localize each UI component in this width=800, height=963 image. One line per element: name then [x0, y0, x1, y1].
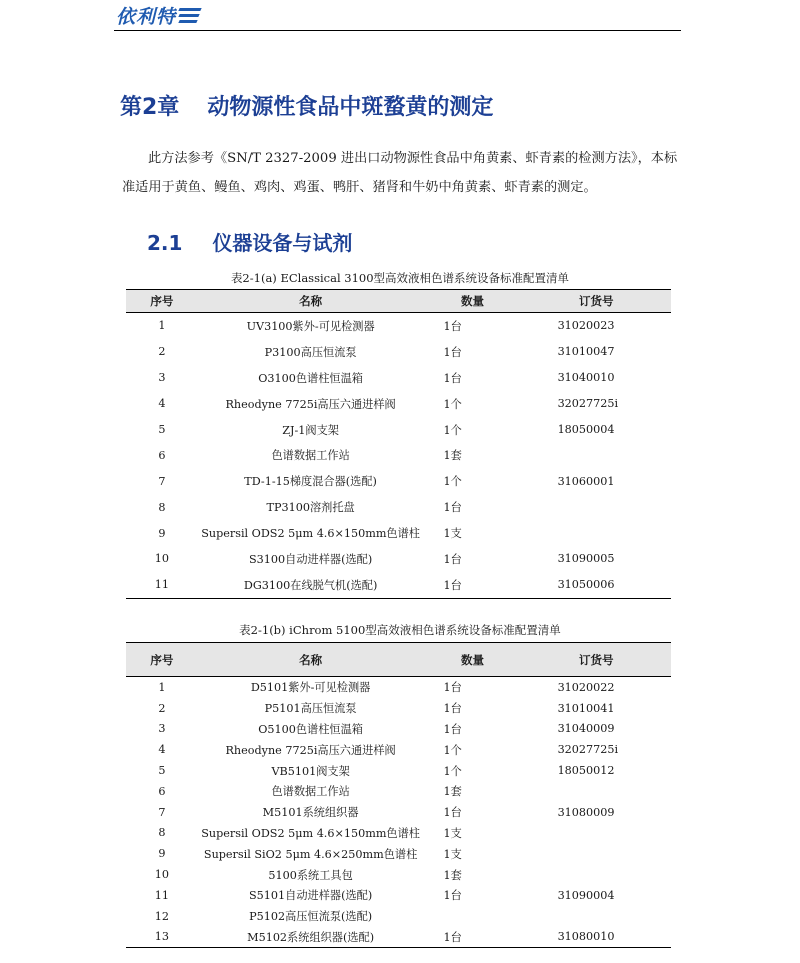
table-row [126, 864, 671, 885]
quantity: 1支 [443, 826, 462, 840]
item-name: TP3100溶剂托盘 [266, 501, 355, 515]
table-row [126, 572, 671, 598]
row-index: 10 [154, 868, 169, 882]
row-index: 4 [158, 397, 166, 411]
row-index: 7 [158, 805, 166, 819]
quantity: 1支 [443, 847, 462, 861]
order-number [522, 442, 671, 468]
table2-caption: 表2-1(b) iChrom 5100型高效液相色谱系统设备标准配置清单 [239, 623, 561, 637]
table-row [126, 906, 671, 927]
order-number [522, 494, 671, 520]
item-name: M5102系统组织器(选配) [198, 927, 424, 948]
table-row [126, 442, 671, 468]
item-name: 5100系统工具包 [268, 868, 353, 882]
order-number: 32027725i [557, 743, 619, 757]
item-name: S3100自动进样器(选配) [249, 552, 373, 566]
table2-header-row [126, 643, 671, 677]
table-row [126, 339, 671, 365]
order-number: 31090004 [557, 888, 615, 902]
chapter-heading [120, 90, 493, 121]
table-row [126, 823, 671, 844]
order-number [522, 843, 671, 864]
item-name: P3100高压恒流泵 [264, 345, 357, 359]
header-cell: 序号 [126, 290, 198, 313]
row-index: 11 [154, 888, 169, 902]
chapter-number: 第2章 [120, 95, 180, 120]
table-row [126, 677, 671, 698]
table-row [126, 391, 671, 417]
item-name: Supersil ODS2 5μm 4.6×150mm色谱柱 [201, 826, 420, 840]
row-index: 12 [154, 909, 169, 923]
quantity: 1台 [443, 681, 462, 695]
order-number: 18050012 [557, 764, 615, 778]
quantity: 1套 [443, 449, 462, 463]
table-row [126, 468, 671, 494]
row-index: 6 [158, 448, 166, 462]
table-row [126, 417, 671, 443]
row-index: 5 [158, 764, 166, 778]
quantity: 1台 [443, 371, 462, 385]
item-name: O5100色谱柱恒温箱 [258, 722, 363, 736]
row-index: 2 [158, 345, 166, 359]
logo-stripes-icon [179, 5, 203, 25]
order-number: 31080009 [557, 805, 615, 819]
header-cell: 订货号 [522, 643, 671, 677]
section-heading [147, 227, 352, 256]
order-number [522, 864, 671, 885]
table-row [126, 760, 671, 781]
row-index: 10 [154, 552, 169, 566]
header-cell: 名称 [198, 643, 424, 677]
order-number: 31050006 [522, 572, 671, 598]
order-number: 32027725i [557, 397, 619, 411]
quantity: 1支 [443, 527, 462, 541]
table-row [126, 719, 671, 740]
table-row [126, 739, 671, 760]
order-number: 31020023 [557, 319, 615, 333]
row-index: 8 [158, 826, 166, 840]
item-name: 色谱数据工作站 [271, 785, 350, 799]
quantity: 1台 [443, 806, 462, 820]
table-row [126, 313, 671, 339]
quantity: 1台 [443, 552, 462, 566]
row-index: 3 [158, 722, 166, 736]
item-name: Supersil ODS2 5μm 4.6×150mm色谱柱 [201, 527, 420, 541]
row-index: 4 [158, 743, 166, 757]
quantity: 1台 [443, 501, 462, 515]
intro-paragraph: 此方法参考《SN/T 2327-2009 进出口动物源性食品中角黄素、虾青素的检测方法》，本标准适用于黄鱼、鳗鱼、鸡肉、鸡蛋、鸭肝、猪肾和牛奶中角黄素、虾青素的测定。 [122, 151, 678, 195]
header-cell: 名称 [198, 290, 424, 313]
header-cell: 序号 [126, 643, 198, 677]
item-name: DG3100在线脱气机(选配) [198, 572, 424, 598]
row-index: 11 [126, 572, 198, 598]
row-index: 9 [158, 526, 166, 540]
company-logo [116, 3, 203, 27]
quantity [423, 906, 521, 927]
item-name: Rheodyne 7725i高压六通进样阀 [225, 743, 396, 757]
order-number: 31090005 [557, 552, 615, 566]
item-name: TD-1-15梯度混合器(选配) [244, 475, 377, 489]
quantity: 1个 [443, 397, 462, 411]
item-name: S5101自动进样器(选配) [249, 889, 373, 903]
table-row [126, 781, 671, 802]
table-row [126, 365, 671, 391]
header-cell: 数量 [423, 290, 521, 313]
item-name: UV3100紫外-可见检测器 [246, 319, 375, 333]
quantity: 1台 [443, 702, 462, 716]
quantity: 1个 [443, 475, 462, 489]
item-name: M5101系统组织器 [262, 806, 359, 820]
section-title: 仪器设备与试剂 [212, 231, 353, 255]
order-number [522, 823, 671, 844]
page-header [0, 0, 800, 32]
table-row [126, 802, 671, 823]
item-name: P5102高压恒流泵(选配) [249, 910, 373, 924]
item-name: O3100色谱柱恒温箱 [258, 371, 363, 385]
table-row [126, 698, 671, 719]
quantity: 1台 [443, 889, 462, 903]
table1-header-row [126, 290, 671, 313]
item-name: VB5101阀支架 [271, 764, 350, 778]
quantity: 1台 [443, 722, 462, 736]
table-row [126, 843, 671, 864]
order-number: 31040010 [557, 371, 615, 385]
quantity: 1个 [443, 423, 462, 437]
order-number: 31080010 [522, 927, 671, 948]
table1 [126, 289, 671, 599]
item-name: ZJ-1阀支架 [282, 423, 339, 437]
table-row [126, 546, 671, 572]
row-index: 2 [158, 701, 166, 715]
item-name: Rheodyne 7725i高压六通进样阀 [225, 397, 396, 411]
table-row [126, 494, 671, 520]
order-number [522, 520, 671, 546]
logo-text: 依利特 [116, 5, 177, 28]
quantity: 1台 [423, 927, 521, 948]
chapter-title: 动物源性食品中斑蝥黄的测定 [207, 95, 494, 120]
row-index: 9 [158, 847, 166, 861]
item-name: P5101高压恒流泵 [264, 702, 357, 716]
item-name: Supersil SiO2 5μm 4.6×250mm色谱柱 [203, 847, 418, 861]
order-number: 31010047 [557, 345, 615, 359]
order-number: 31060001 [557, 474, 615, 488]
table-row [126, 885, 671, 906]
row-index: 7 [158, 474, 166, 488]
header-rule [114, 30, 681, 31]
row-index: 1 [158, 319, 166, 333]
order-number [522, 906, 671, 927]
quantity: 1套 [443, 868, 462, 882]
section-number: 2.1 [147, 231, 183, 255]
row-index: 8 [158, 500, 166, 514]
row-index: 1 [158, 680, 166, 694]
order-number: 18050004 [557, 423, 615, 436]
quantity: 1个 [443, 764, 462, 778]
table-row [126, 927, 671, 948]
order-number: 31010041 [557, 701, 615, 715]
order-number [522, 781, 671, 802]
row-index: 5 [158, 423, 166, 436]
quantity: 1套 [443, 785, 462, 799]
quantity: 1台 [423, 572, 521, 598]
quantity: 1个 [443, 743, 462, 757]
order-number: 31040009 [557, 722, 615, 736]
item-name: D5101紫外-可见检测器 [250, 681, 371, 695]
quantity: 1台 [443, 345, 462, 359]
item-name: 色谱数据工作站 [271, 449, 350, 463]
order-number: 31020022 [557, 680, 615, 694]
table1-caption: 表2-1(a) EClassical 3100型高效液相色谱系统设备标准配置清单 [230, 271, 570, 285]
table2 [126, 642, 671, 948]
quantity: 1台 [443, 319, 462, 333]
header-cell: 数量 [423, 643, 521, 677]
table-row [126, 520, 671, 546]
header-cell: 订货号 [522, 290, 671, 313]
row-index: 13 [126, 927, 198, 948]
row-index: 6 [158, 784, 166, 798]
row-index: 3 [158, 371, 166, 385]
